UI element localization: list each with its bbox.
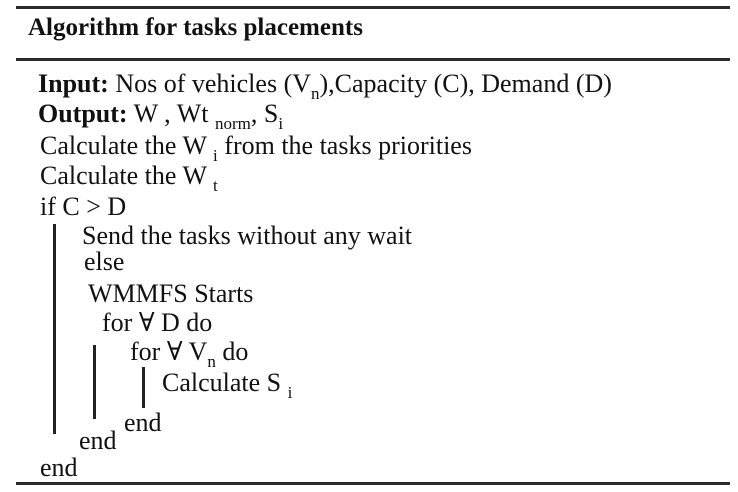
- if-line: if C > D: [40, 192, 127, 221]
- calc-wt-sub: t: [213, 176, 218, 195]
- bottom-rule: [16, 482, 730, 485]
- algorithm-title: Algorithm for tasks placements: [28, 14, 363, 41]
- input-text-1: Nos of vehicles (V: [115, 69, 312, 98]
- end-outer: end: [40, 453, 78, 482]
- output-text-1: W , Wt: [133, 99, 209, 128]
- for-v-text-1: for ∀ V: [130, 337, 208, 366]
- input-label: Input:: [38, 69, 109, 98]
- input-text-2: ),Capacity (C), Demand (D): [319, 69, 612, 98]
- calc-wt-text: Calculate the W: [40, 161, 207, 190]
- for-d-line: for ∀ D do: [102, 308, 213, 337]
- calc-s-text: Calculate S: [162, 368, 282, 397]
- output-line: [38, 99, 284, 133]
- output-label: Output:: [38, 99, 128, 128]
- calc-wi-text-1: Calculate the W: [40, 131, 207, 160]
- calc-wi-sub: i: [213, 146, 218, 165]
- else-line: else: [84, 247, 125, 276]
- wmmfs-line: WMMFS Starts: [88, 279, 254, 308]
- calc-s-sub: i: [287, 383, 293, 402]
- send-line: Send the tasks without any wait: [82, 221, 413, 250]
- end-middle: end: [79, 426, 117, 455]
- input-line: [38, 69, 612, 103]
- output-sub-i: i: [278, 114, 284, 133]
- for-d-block-bar: [93, 345, 96, 419]
- output-text-2: , S: [250, 99, 279, 128]
- calc-wi-text-2: from the tasks priorities: [224, 131, 472, 160]
- for-v-text-2: do: [222, 337, 249, 366]
- calc-wt-line: [40, 161, 218, 195]
- calc-s-line: [162, 368, 293, 402]
- calc-wi-line: [40, 131, 472, 165]
- for-v-line: [130, 337, 249, 371]
- header-rule: [16, 58, 730, 61]
- end-inner: end: [124, 408, 162, 437]
- input-sub-n: n: [311, 84, 320, 103]
- for-v-sub: n: [207, 352, 216, 371]
- output-sub-norm: norm: [214, 114, 251, 133]
- if-block-bar: [53, 224, 56, 434]
- top-rule: [16, 6, 730, 9]
- for-v-block-bar: [142, 367, 145, 408]
